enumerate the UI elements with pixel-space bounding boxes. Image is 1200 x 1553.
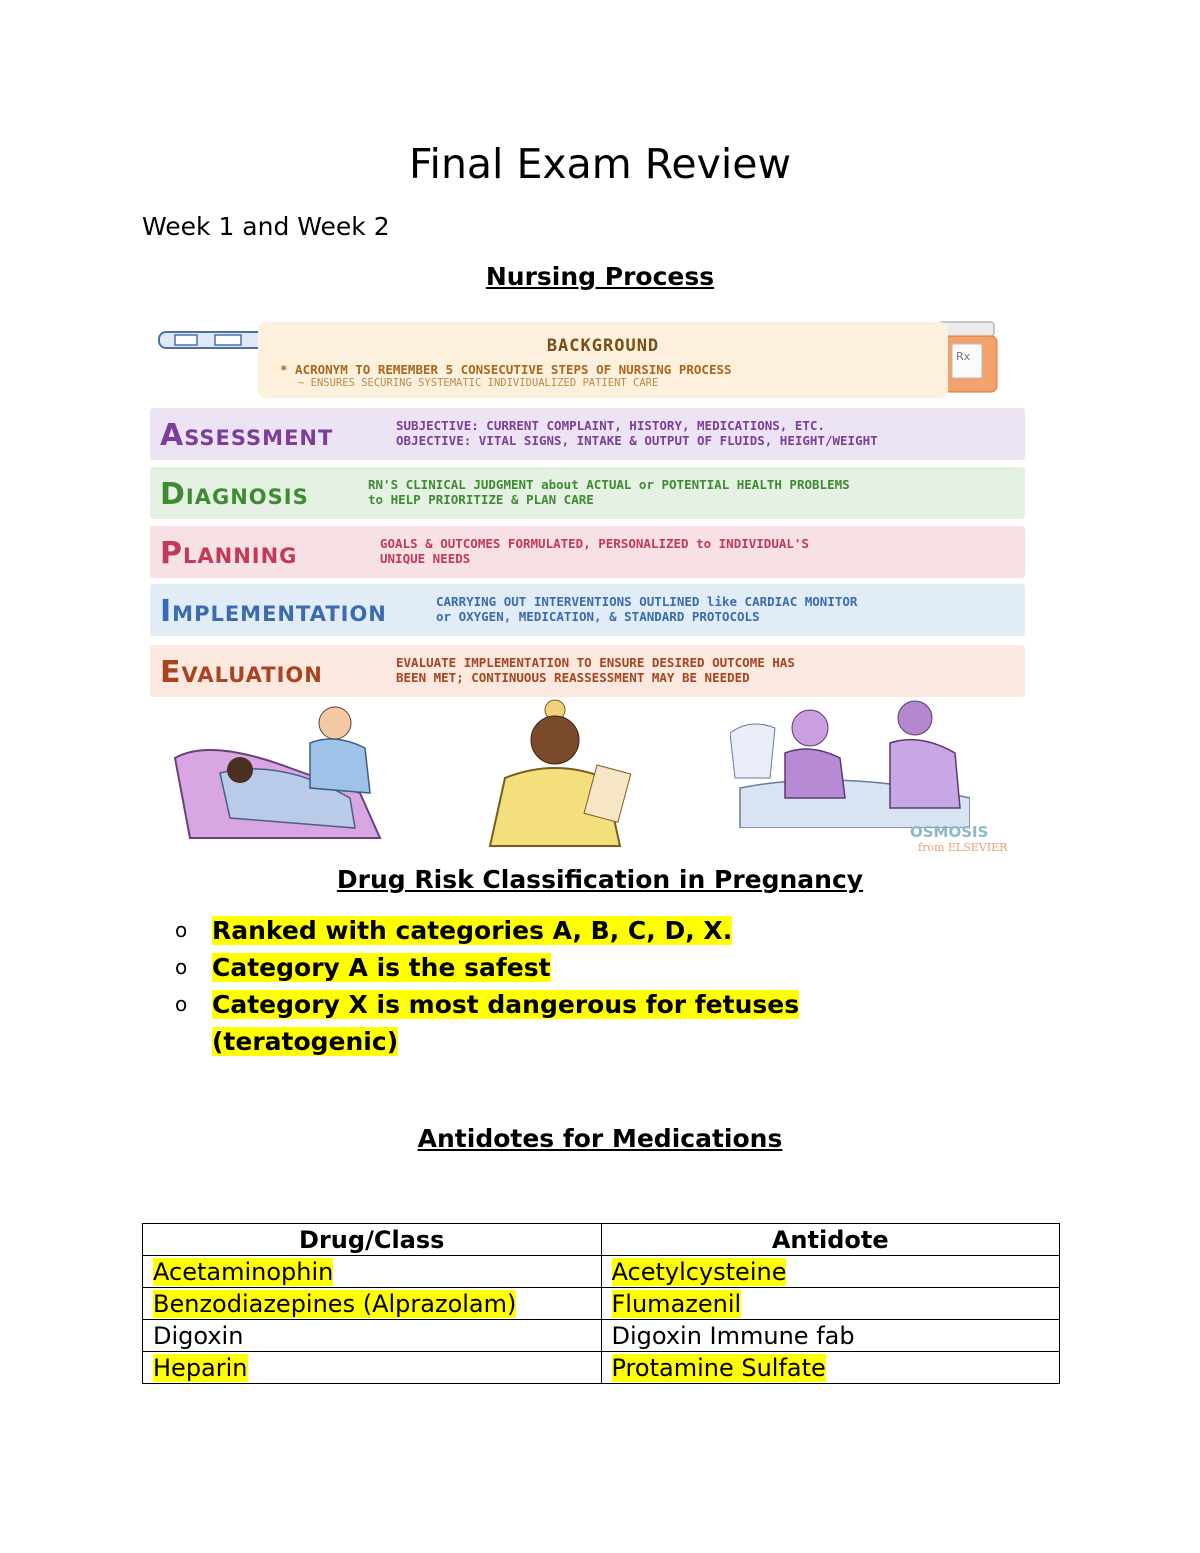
drug-cell: Digoxin — [143, 1320, 602, 1352]
table-row — [143, 1256, 1060, 1288]
page-subtitle: Week 1 and Week 2 — [142, 212, 390, 241]
antidote-cell: Protamine Sulfate — [601, 1352, 1060, 1384]
antidote-cell: Digoxin Immune fab — [601, 1320, 1060, 1352]
step-description: SUBJECTIVE: CURRENT COMPLAINT, HISTORY, MEDICATIONS, ETC. OBJECTIVE: VITAL SIGNS, INTAKE & OUTPUT OF FLUIDS, HEIGHT/WEIGHT — [396, 418, 878, 448]
osmosis-watermark: OSMOSIS — [910, 823, 989, 841]
table-row — [143, 1288, 1060, 1320]
background-title: BACKGROUND — [546, 336, 660, 356]
step-description: GOALS & OUTCOMES FORMULATED, PERSONALIZED to INDIVIDUAL'S UNIQUE NEEDS — [380, 536, 809, 566]
table-row — [143, 1352, 1060, 1384]
drug-risk-list — [175, 912, 895, 1060]
drug-cell: Acetaminophin — [143, 1256, 602, 1288]
step-description: EVALUATE IMPLEMENTATION TO ENSURE DESIRED OUTCOME HAS BEEN MET; CONTINUOUS REASSESSMENT MAY BE NEEDED — [396, 655, 795, 685]
step-description: CARRYING OUT INTERVENTIONS OUTLINED like CARDIAC MONITOR or OXYGEN, MEDICATION, & STANDARD PROTOCOLS — [436, 594, 858, 624]
nursing-process-infographic — [150, 318, 1025, 858]
osmosis-watermark-sub: from ELSEVIER — [918, 841, 1008, 854]
list-item: o Category X is most dangerous for fetuses (teratogenic) — [175, 990, 800, 1056]
antidotes-table — [142, 1223, 1060, 1384]
table-row — [143, 1320, 1060, 1352]
antidotes-heading: Antidotes for Medications — [417, 1124, 783, 1153]
background-panel — [258, 322, 948, 398]
background-line-1: * ACRONYM TO REMEMBER 5 CONSECUTIVE STEPS OF NURSING PROCESS — [280, 362, 732, 377]
drug-cell: Benzodiazepines (Alprazolam) — [143, 1288, 602, 1320]
step-word: DIAGNOSIS — [160, 477, 309, 512]
list-item: o Category A is the safest — [175, 953, 551, 982]
drug-cell: Heparin — [143, 1352, 602, 1384]
table-header-row — [143, 1224, 1060, 1256]
step-planning — [150, 526, 1025, 578]
step-word: IMPLEMENTATION — [160, 594, 387, 629]
step-diagnosis — [150, 467, 1025, 519]
nurse-patient-bed-illustration — [170, 698, 395, 843]
column-header-drug: Drug/Class — [143, 1224, 602, 1256]
svg-text:Rx: Rx — [956, 350, 971, 363]
nursing-process-heading: Nursing Process — [485, 262, 715, 291]
background-line-2: ~ ENSURES SECURING SYSTEMATIC INDIVIDUALIZED PATIENT CARE — [298, 377, 659, 389]
step-description: RN'S CLINICAL JUDGMENT about ACTUAL or POTENTIAL HEALTH PROBLEMS to HELP PRIORITIZE & PLAN CARE — [368, 477, 850, 507]
step-word: PLANNING — [160, 536, 298, 571]
antidote-cell: Acetylcysteine — [601, 1256, 1060, 1288]
drug-risk-heading: Drug Risk Classification in Pregnancy — [336, 865, 864, 894]
step-implementation — [150, 584, 1025, 636]
step-evaluation — [150, 645, 1025, 697]
step-word: ASSESSMENT — [160, 418, 334, 453]
nurse-comforting-patient-illustration — [730, 698, 970, 828]
page-title: Final Exam Review — [408, 140, 792, 188]
nurse-clipboard-illustration — [455, 698, 665, 848]
step-assessment — [150, 408, 1025, 460]
list-item: o Ranked with categories A, B, C, D, X. — [175, 916, 733, 945]
antidote-cell: Flumazenil — [601, 1288, 1060, 1320]
column-header-antidote: Antidote — [601, 1224, 1060, 1256]
step-word: EVALUATION — [160, 655, 323, 690]
